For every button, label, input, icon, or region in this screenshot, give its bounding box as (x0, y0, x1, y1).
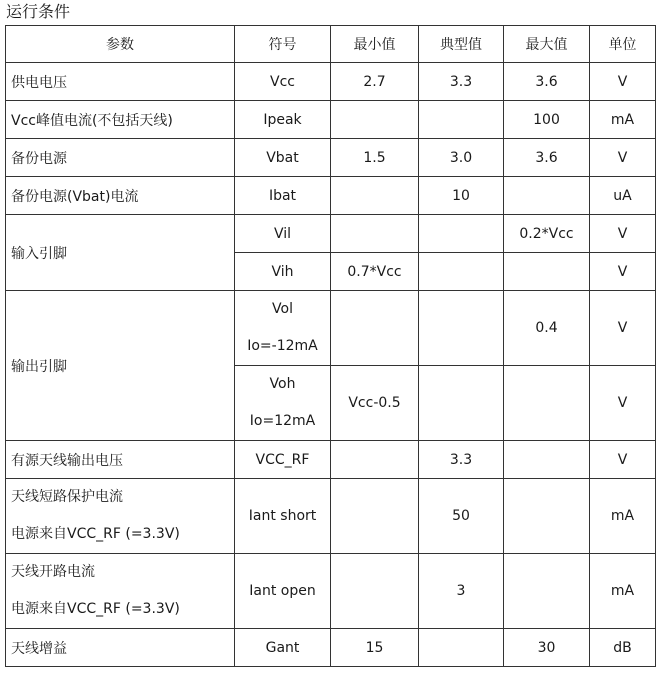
typ-cell: 3.3 (419, 63, 504, 101)
max-cell: 3.6 (504, 63, 590, 101)
table-row (6, 63, 656, 101)
param-cell: 供电电压 (6, 63, 235, 101)
max-cell: 3.6 (504, 139, 590, 177)
unit-cell: V (590, 215, 656, 253)
symbol-cell: VCC_RF (235, 441, 331, 479)
unit-cell: V (590, 139, 656, 177)
unit-cell: mA (590, 101, 656, 139)
symbol-cell: Iant short (235, 479, 331, 554)
unit-cell: V (590, 253, 656, 291)
unit-cell: V (590, 63, 656, 101)
header-symbol: 符号 (235, 26, 331, 63)
unit-cell: V (590, 291, 656, 366)
header-typ: 典型值 (419, 26, 504, 63)
max-cell: 100 (504, 101, 590, 139)
max-cell (504, 441, 590, 479)
max-cell: 30 (504, 629, 590, 667)
typ-cell (419, 215, 504, 253)
unit-cell: dB (590, 629, 656, 667)
symbol-cell: Vbat (235, 139, 331, 177)
param-cell (6, 479, 235, 554)
param-condition: 电源来自VCC_RF (=3.3V) (11, 601, 180, 617)
symbol-cell: Vih (235, 253, 331, 291)
operating-conditions-table (5, 25, 656, 667)
table-row (6, 291, 656, 366)
typ-cell (419, 366, 504, 441)
table-row (6, 479, 656, 554)
min-cell (331, 177, 419, 215)
unit-cell: mA (590, 554, 656, 629)
symbol-cell: Gant (235, 629, 331, 667)
min-cell: 0.7*Vcc (331, 253, 419, 291)
header-unit: 单位 (590, 26, 656, 63)
typ-cell: 3.3 (419, 441, 504, 479)
max-cell (504, 479, 590, 554)
unit-cell: V (590, 366, 656, 441)
typ-cell (419, 629, 504, 667)
param-cell: Vcc峰值电流(不包括天线) (6, 101, 235, 139)
param-cell: 天线增益 (6, 629, 235, 667)
symbol-cell: Vil (235, 215, 331, 253)
min-cell: Vcc-0.5 (331, 366, 419, 441)
symbol-cell: Ibat (235, 177, 331, 215)
symbol-line: Vol (272, 301, 293, 317)
param-line: 天线开路电流 (11, 564, 95, 580)
table-row (6, 441, 656, 479)
param-line: 天线短路保护电流 (11, 489, 123, 505)
typ-cell: 3 (419, 554, 504, 629)
table-row (6, 629, 656, 667)
symbol-condition: Io=-12mA (247, 338, 318, 354)
param-cell: 有源天线输出电压 (6, 441, 235, 479)
symbol-cell (235, 291, 331, 366)
max-cell: 0.4 (504, 291, 590, 366)
table-row (6, 177, 656, 215)
symbol-cell: Vcc (235, 63, 331, 101)
symbol-condition: Io=12mA (249, 413, 316, 429)
typ-cell: 10 (419, 177, 504, 215)
min-cell (331, 101, 419, 139)
param-cell: 输出引脚 (6, 291, 235, 441)
header-max: 最大值 (504, 26, 590, 63)
header-param: 参数 (6, 26, 235, 63)
table-row (6, 554, 656, 629)
min-cell (331, 441, 419, 479)
max-cell (504, 177, 590, 215)
unit-cell: uA (590, 177, 656, 215)
min-cell: 1.5 (331, 139, 419, 177)
param-cell: 备份电源(Vbat)电流 (6, 177, 235, 215)
min-cell (331, 554, 419, 629)
min-cell (331, 479, 419, 554)
typ-cell (419, 291, 504, 366)
header-row (6, 26, 656, 63)
param-cell: 输入引脚 (6, 215, 235, 291)
param-condition: 电源来自VCC_RF (=3.3V) (11, 526, 180, 542)
unit-cell: V (590, 441, 656, 479)
min-cell (331, 291, 419, 366)
min-cell: 2.7 (331, 63, 419, 101)
max-cell: 0.2*Vcc (504, 215, 590, 253)
table-row (6, 101, 656, 139)
unit-cell: mA (590, 479, 656, 554)
symbol-cell: Ipeak (235, 101, 331, 139)
header-min: 最小值 (331, 26, 419, 63)
typ-cell (419, 101, 504, 139)
param-cell: 备份电源 (6, 139, 235, 177)
max-cell (504, 366, 590, 441)
table-row (6, 139, 656, 177)
typ-cell: 50 (419, 479, 504, 554)
min-cell: 15 (331, 629, 419, 667)
typ-cell (419, 253, 504, 291)
symbol-cell (235, 366, 331, 441)
symbol-cell: Iant open (235, 554, 331, 629)
min-cell (331, 215, 419, 253)
max-cell (504, 554, 590, 629)
param-cell (6, 554, 235, 629)
symbol-line: Voh (269, 376, 296, 392)
max-cell (504, 253, 590, 291)
section-title: 运行条件 (6, 2, 71, 21)
typ-cell: 3.0 (419, 139, 504, 177)
table-row (6, 215, 656, 253)
